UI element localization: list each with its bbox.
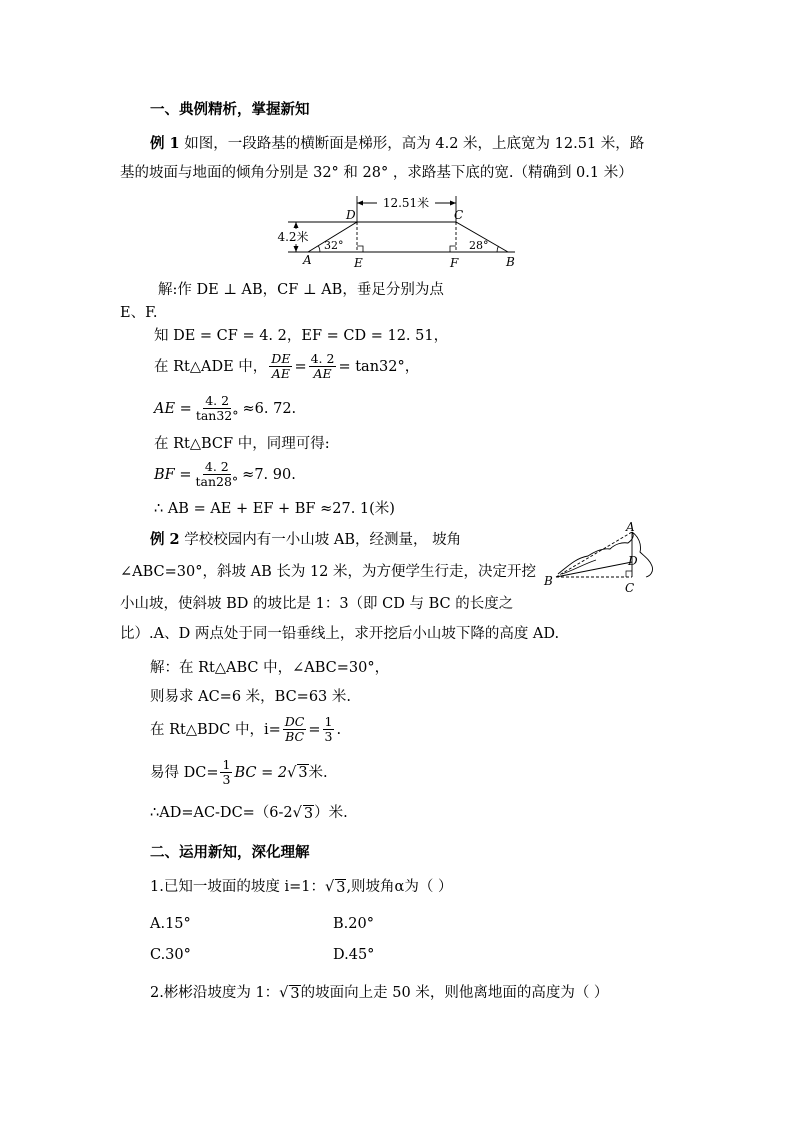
vertex-C-2: C	[625, 581, 635, 595]
vertex-D-2: D	[628, 554, 638, 568]
ex1-sol4-suffix: = tan32°，	[338, 358, 420, 375]
ex1-solution-3: 知 DE = CF = 4. 2，EF = CD = 12. 51，	[154, 328, 449, 344]
top-width-label: 12.51米	[382, 196, 430, 210]
section-title-1: 一、典例精析，掌握新知	[150, 101, 310, 118]
ex2-sol3-suffix: .	[336, 721, 342, 738]
vertex-C: C	[454, 208, 464, 222]
ex1-sol4-prefix: 在 Rt△ADE 中，	[154, 358, 268, 375]
vertex-B-2: B	[544, 574, 553, 588]
question-2-stem: 2.彬彬沿坡度为 1： √ 3 的坡面向上走 50 米，则他离地面的高度为（ ）	[150, 985, 609, 1002]
question-1-stem: 1.已知一坡面的坡度 i=1： √ 3 ,则坡角α为（ ）	[150, 879, 453, 896]
fraction-DC-BC: $\frac{DC}{BC}$	[284, 714, 305, 744]
ex2-solution-1: 解：在 Rt△ABC 中，∠ABC=30°，	[150, 660, 390, 676]
equals-sign-2: =	[308, 721, 321, 738]
q1-stem-prefix: 1.已知一坡面的坡度 i=1：	[150, 879, 325, 895]
q2-stem-suffix: 的坡面向上走 50 米，则他离地面的高度为（ ）	[300, 985, 609, 1001]
ex2-sol4-suffix: 米.	[308, 764, 328, 781]
equals-sign: =	[294, 358, 307, 375]
ex2-sol4-prefix: 易得 DC=	[150, 764, 219, 781]
top-arrow-left	[357, 201, 363, 206]
slope-AB	[556, 532, 632, 577]
fraction-DE-AE: $\frac{DE}{AE}$	[271, 351, 291, 381]
ex1-sol7-prefix: BF =	[154, 466, 192, 483]
ex1-solution-6: 在 Rt△BCF 中，同理可得:	[154, 436, 330, 452]
angle-arc-B	[497, 246, 499, 252]
vertex-E: E	[354, 256, 363, 270]
ex1-solution-5	[154, 394, 296, 423]
vertex-A: A	[303, 253, 312, 267]
slope-BD	[556, 562, 632, 577]
q1-option-a[interactable]: A.15°	[150, 916, 191, 932]
q1-option-c[interactable]: C.30°	[150, 947, 191, 963]
example-1-line-1	[150, 134, 644, 154]
height-label: 4.2米	[277, 230, 309, 244]
example-2-label: 例 2	[150, 531, 180, 548]
q2-stem-prefix: 2.彬彬沿坡度为 1：	[150, 985, 280, 1001]
q1-stem-suffix: ,则坡角α为（ ）	[346, 879, 453, 895]
fraction-1-3: $\frac{1}{3}$	[324, 714, 333, 744]
fraction-42-AE: $\frac{4. 2}{AE}$	[310, 351, 335, 381]
ex1-solution-8: ∴ AB = AE + EF + BF ≈27. 1(米)	[154, 501, 395, 517]
section-title-2: 二、运用新知，深化理解	[150, 844, 310, 861]
vertex-F: F	[450, 256, 459, 270]
ex2-solution-2: 则易求 AC=6 米，BC=63 米.	[150, 689, 351, 705]
ex1-solution-4	[154, 352, 419, 381]
sqrt-3-a: 3	[298, 765, 308, 781]
ex1-solution-2: E、F.	[120, 305, 158, 321]
ex1-sol7-suffix: ≈7. 90.	[242, 466, 296, 483]
sqrt-3-q1: 3	[336, 879, 346, 896]
fraction-1-3-b: $\frac{1}{3}$	[222, 757, 231, 787]
example-1-text-1: 如图，一段路基的横断面是梯形，高为 4.2 米，上底宽为 12.51 米，路	[184, 136, 645, 152]
hill-slope-figure	[540, 522, 665, 597]
example-2-line-2: ∠ABC=30°，斜坡 AB 长为 12 米，为方便学生行走，决定开挖	[120, 564, 537, 580]
example-1-label: 例 1	[150, 135, 180, 152]
angle-label-32: 32°	[324, 239, 344, 252]
ex2-solution-3	[150, 715, 341, 744]
example-1-line-2: 基的坡面与地面的倾角分别是 32° 和 28° ，求路基下底的宽.（精确到 0.1 米）	[120, 165, 633, 181]
ex1-sol5-prefix: AE =	[154, 400, 192, 417]
ex1-solution-7	[154, 460, 296, 489]
ex2-solution-5: ∴AD=AC-DC=（6-2 √ 3 ）米.	[150, 805, 348, 822]
example-2-line-3: 小山坡，使斜坡 BD 的坡比是 1：3（即 CD 与 BC 的长度之	[120, 596, 514, 612]
fraction-42-tan28: $\frac{4. 2}{\tan 28^\circ}$	[195, 459, 239, 489]
ex1-solution-1: 解:作 DE ⊥ AB，CF ⊥ AB，垂足分别为点	[158, 282, 444, 298]
ex2-sol5-suffix: ）米.	[314, 805, 348, 821]
example-2-line-4: 比）.A、D 两点处于同一铅垂线上，求开挖后小山坡下降的高度 AD.	[120, 626, 560, 642]
ex2-sol5-prefix: ∴AD=AC-DC=（6-2	[150, 805, 293, 821]
angle-arc-A	[319, 246, 321, 252]
height-arrow-bottom	[294, 246, 299, 252]
sqrt-3-q2: 3	[290, 985, 300, 1002]
ex2-solution-4: 易得 DC= $\frac{1}{3}$ BC = 2 √ 3 米.	[150, 757, 328, 787]
ex2-sol3-prefix: 在 Rt△BDC 中，i=	[150, 721, 281, 738]
ex2-sol4-mid: BC = 2	[234, 764, 288, 781]
right-angle-C	[626, 571, 632, 577]
vertex-D: D	[346, 208, 356, 222]
ex1-sol5-suffix: ≈6. 72.	[242, 400, 297, 417]
sqrt-3-b: 3	[303, 805, 314, 822]
example-2-text-1: 学校校园内有一小山坡 AB，经测量， 坡角	[184, 532, 462, 548]
fraction-42-tan32: $\frac{4. 2}{\tan 32^\circ}$	[195, 393, 239, 423]
right-angle-F	[450, 246, 456, 252]
q1-option-d[interactable]: D.45°	[333, 947, 375, 963]
trapezoid-figure	[270, 190, 530, 270]
top-arrow-right	[450, 201, 456, 206]
right-angle-E	[357, 246, 363, 252]
vertex-B: B	[506, 255, 515, 269]
angle-label-28: 28°	[469, 239, 489, 252]
height-arrow-top	[294, 222, 299, 228]
example-2-line-1	[150, 530, 461, 550]
vertex-A-2: A	[626, 522, 635, 534]
q1-option-b[interactable]: B.20°	[333, 916, 374, 932]
